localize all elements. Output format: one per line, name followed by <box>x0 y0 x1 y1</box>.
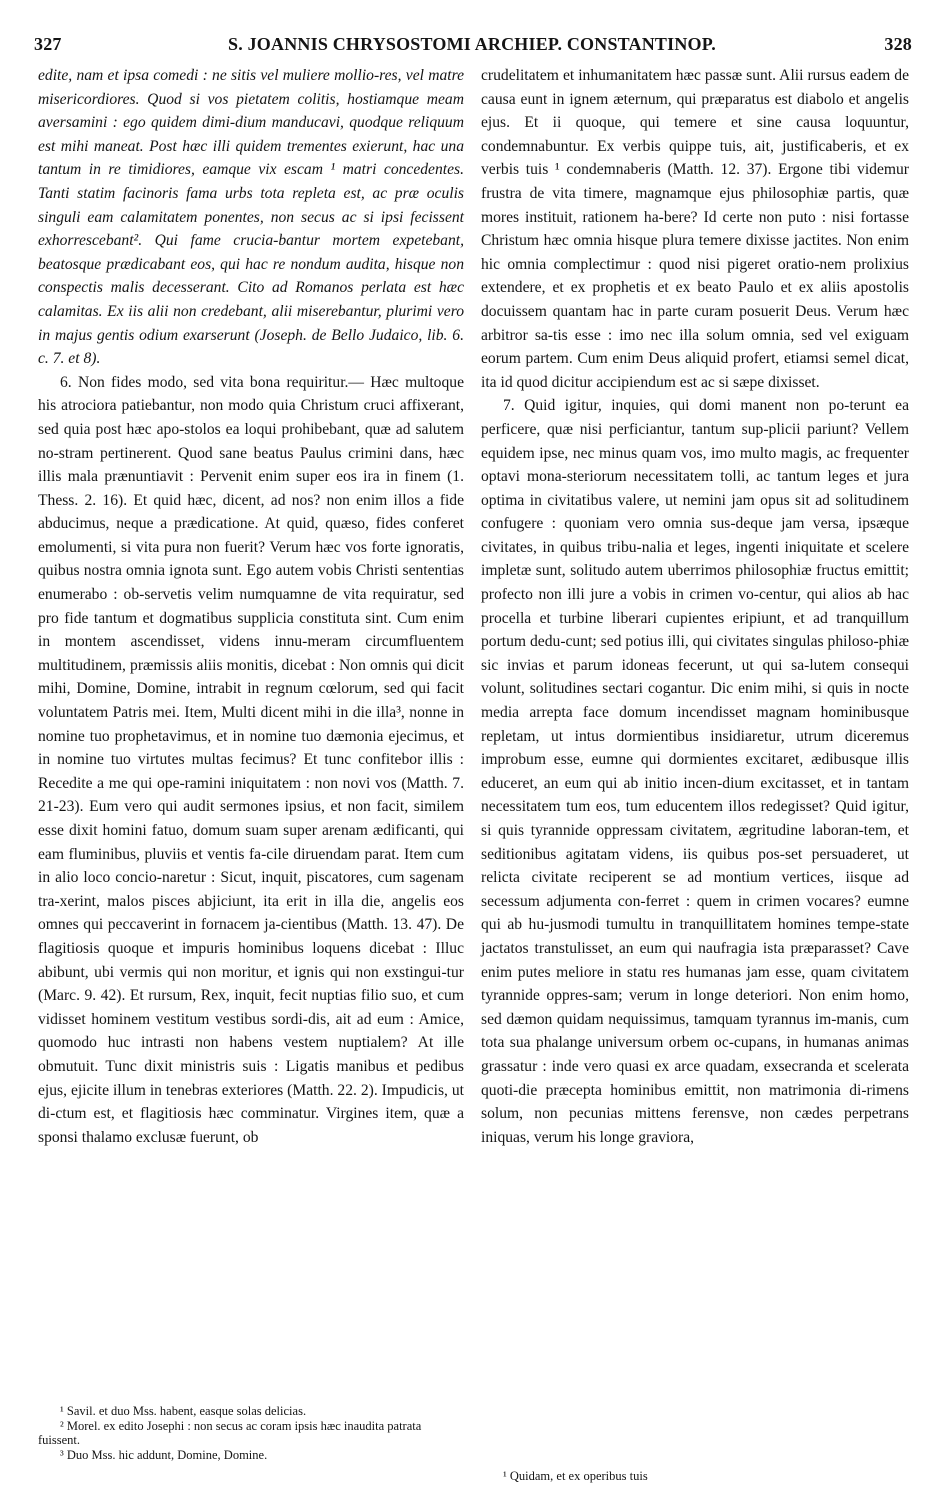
footnote-2: ² Morel. ex edito Josephi : non secus ac coram ipsis hæc inaudita patrata fuissent. <box>38 1418 422 1447</box>
footnote-3: ³ Duo Mss. hic addunt, Domine, Domine. <box>60 1447 268 1462</box>
running-header <box>28 34 916 60</box>
page-number-left: 327 <box>34 34 62 54</box>
left-column <box>38 64 464 1149</box>
footnote-right-1: ¹ Quidam, et ex operibus tuis <box>503 1469 648 1483</box>
paragraph-right-1: crudelitatem et inhumanitatem hæc passæ sunt. Alii rursus eadem de causa eunt in ignem æternum, qui præparatus est diabolo et angelis ejus. Et ii quoque, qui temere et sine causa loquuntur, condemnabuntur. Ex verbis quippe tuis, ait, justificaberis, et ex verbis tuis ¹ condemnaberis (Matth. 12. 37). Ergone tibi videmur frustra de vita timere, magnamque ejus philosophiæ partis, quæ mores instituit, rationem ha-bere? Id certe non puto : nisi fortasse Christum hæc omnia hisque plura temere dixisse jactites. Non enim hic omnia complectimur : quod nisi pigeret oratio-nem prolixius extendere, et ex prophetis et ex beato Paulo et ex aliis apostolis docuissem quantam hac in parte curam posuerit Deus. Verum hæc arbitror sa-tis esse : imo nec illa solum omnia, sed vel exiguam eorum partem. Cum enim Deus aliquid profert, etiamsi semel dicat, ita id quod dicitur accipiendum est ac si sæpe dixisset. <box>481 67 909 391</box>
footnotes-right <box>481 1469 909 1484</box>
running-title: S. JOANNIS CHRYSOSTOMI ARCHIEP. CONSTANTINOP. <box>228 34 716 54</box>
footnote-1: ¹ Savil. et duo Mss. habent, easque solas delicias. <box>60 1404 307 1418</box>
page-number-right: 328 <box>884 34 912 54</box>
right-column <box>481 64 909 1149</box>
paragraph-left-2: 6. Non fides modo, sed vita bona requiritur.— Hæc multoque his atrociora patiebantur, non modo quia Christum cruci affixerant, sed quia post hæc apo-stolos ea loqui prohibebant, quæ ad salutem no-stram pertinerent. Quod sane beatus Paulus crimini dans, hæc illis mala prænuntiavit : Pervenit enim super eos ira in finem (1. Thess. 2. 16). Et quid hæc, dicent, ad nos? non enim illos a fide abducimus, neque a prædicatione. At quid, quæso, fides conferet emolumenti, si vita pura non fuerit? Verum hæc vos forte ignoratis, quibus nostra omnia ignota sunt. Ego autem vobis Christi sententias enumerabo : ob-servetis velim numquamne de vita requiratur, sed pro fide tantum et dogmatibus supplicia constituta sint. Cum enim in montem ascendisset, videns innu-meram circumfluentem multitudinem, præmissis aliis monitis, dicebat : Non omnis qui dicit mihi, Domine, Domine, intrabit in regnum cœlorum, sed qui facit voluntatem Patris mei. Item, Multi dicent mihi in die illa³, nonne in nomine tuo prophetavimus, et in nomine tuo dæmonia ejecimus, et in nomine tuo virtutes multas fecimus? Et tunc confitebor illis : Recedite a me qui ope-ramini iniquitatem : non novi vos (Matth. 7. 21-23). Eum vero qui audit sermones ipsius, et non facit, similem esse dixit homini fatuo, domum suam super arenam ædificanti, qui eam fluminibus, pluviis et ventis fa-cile diruendam parat. Item cum in alio loco concio-naretur : Sicut, inquit, piscatores, cum sagenam tra-xerint, malos pisces abjiciunt, ita erit in illa die, angelis eos omnes qui peccaverint in fornacem ja-cientibus (Matth. 13. 47). De flagitiosis quoque et impuris hominibus loquens dicebat : Illuc abibunt, ubi vermis qui non moritur, et ignis qui non exstingui-tur (Marc. 9. 42). Et rursum, Rex, inquit, fecit nuptias filio suo, et cum vidisset hominem vestitum vestibus sordi-dis, ait ad eum : Amice, quomodo huc intrasti non habens vestem nuptialem? At ille obmutuit. Tunc dixit ministris suis : Ligatis manibus et pedibus ejus, ejicite illum in tenebras exteriores (Matth. 22. 2). Impudicis, ut di-ctum est, et flagitiosis hæc comminatur. Virgines item, quæ a sponsi thalamo exclusæ fuerunt, ob <box>38 373 464 1146</box>
paragraph-right-2: 7. Quid igitur, inquies, qui domi manent non po-terunt ea perficere, quæ nisi perficiantur, tantum sup-plicii pariunt? Vellem equidem ipse, nec minus quam vos, imo multo magis, ac frequenter optavi mona-steriorum necessitatem tolli, ac tantum leges et jura optima in civitatibus valere, ut nemini jam opus sit ad solitudinem confugere : quoniam vero omnia sus-deque jam versa, ipsæque civitates, in quibus tribu-nalia et leges, ingenti iniquitate et scelere impletæ sunt, solitudo autem uberrimos philosophiæ fructus emittit; profecto non illi jure a vobis in crimen vo-centur, qui alios ab hac procella et turbine liberari cupientes eripiunt, et ad tranquillum portum dedu-cunt; sed potius illi, qui civitates singulas philoso-phiæ sic invias et parum idoneas fecerunt, ut qui sa-lutem consequi volunt, solitudines sectari cogantur. Dic enim mihi, si quis in nocte media arrepta face domum incendisset magnam hominibusque repletam, ut intus dormientibus insidiaretur, utrum diceremus improbum esse, eumne qui dormientes excitaret, ædibusque illis educeret, an eum qui ab initio incen-dium excitasset, et in tantam necessitatem tum eos, tum educentem illos redegisset? Quid igitur, si quis tyrannide oppressam civitatem, ægritudine laboran-tem, et seditionibus agitatam videns, iis quibus pos-set persuaderet, ut relicta civitate reciperent se ad montium vertices, iisque ad secessum adjumenta con-ferret : quem in crimen vocares? eumne qui ab hu-jusmodi tumultu in tranquillitatem homines tempe-state jactatos transtulisset, an eum qui naufragia ista præparasset? Cave enim putes meliore in statu res humanas jam esse, quam civitatem tyrannide oppres-sam; verum in longe deteriori. Non enim homo, sed dæmon quidam nequissimus, tamquam tyrannus im-manis, cum tota sua phalange universum orbem oc-cupans, in humanas animas grassatur : inde vero quasi ex arce quadam, exsecranda et scelerata quoti-die præcepta hominibus emittit, non matrimonia di-rimens solum, non pecunias mittens ferensve, non cædes perpetrans iniquas, verum his longe graviora, <box>481 397 909 1146</box>
paragraph-left-1: edite, nam et ipsa comedi : ne sitis vel muliere mollio-res, vel matre misericordiores. Quod si vos pietatem colitis, hostiamque meam aversamini : ego quidem dimi-dium manducavi, quodque reliquum est mihi maneat. Post hæc illi quidem trementes exierunt, hac una tantum in re timidiores, eamque vix escam ¹ matri concedentes. Tanti statim facinoris fama urbs tota repleta est, ac præ oculis singuli eam calamitatem ponentes, non secus ac si ipsi fecissent exhorrescebant². Qui fame crucia-bantur mortem expetebant, beatosque prædicabant eos, qui hac re nondum audita, hisque non conspectis malis decesserant. Cito ad Romanos perlata est hæc calamitas. Ex iis alii non credebant, alii miserebantur, plurimi vero in majus gentis odium exarserunt (Joseph. de Bello Judaico, lib. 6. c. 7. et 8). <box>38 67 464 368</box>
footnotes-left <box>38 1404 464 1462</box>
